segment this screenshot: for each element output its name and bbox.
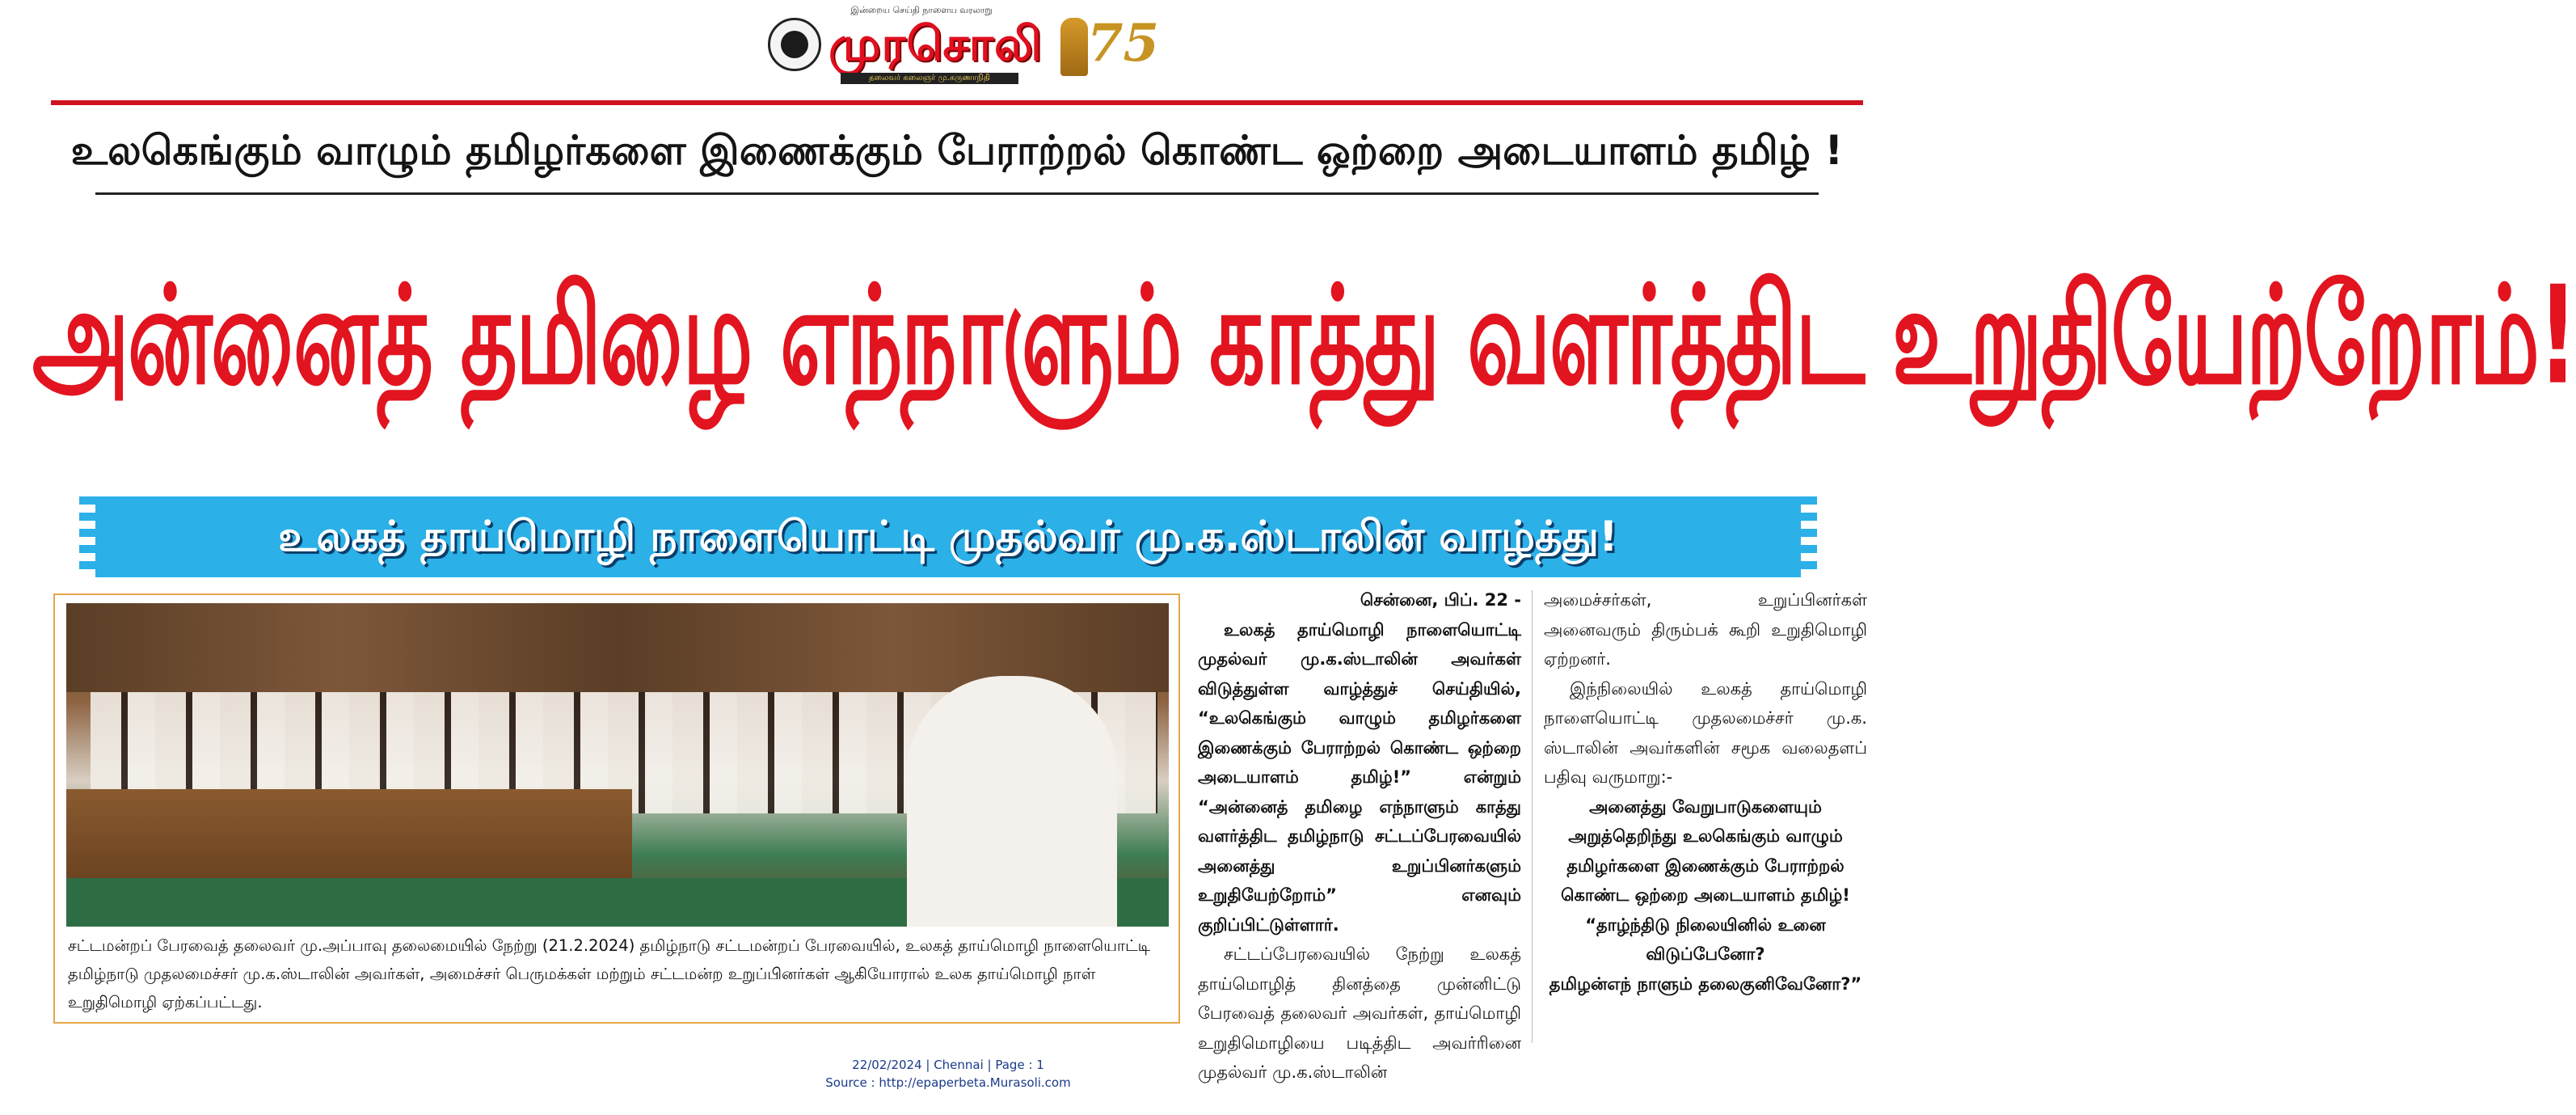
dateline: சென்னை, பிப். 22 - <box>1360 590 1521 610</box>
quote-line: “தாழ்ந்திடு நிலையினில் உனை விடுப்பேனோ? <box>1585 914 1826 964</box>
article-paragraph: சட்டப்பேரவையில் நேற்று உலகத் தாய்மொழித் தினத்தை முன்னிட்டு பேரவைத் தலைவர் அவர்கள், தாய்மொழி உறுதிமொழியை படித்திட அவர்ரினை முதல்வர் மு.க.ஸ்டாலின் <box>1198 944 1521 1082</box>
article-column-1 <box>1198 585 1521 1088</box>
leader-figure-icon <box>1060 18 1088 76</box>
logo-subtitle: தலைவர் கலைஞர் மு.கருணாநிதி <box>841 73 1018 84</box>
deck-banner <box>95 496 1801 577</box>
footer-source-line: Source : http://epaperbeta.Murasoli.com <box>825 1075 1071 1090</box>
main-headline: அன்னைத் தமிழை எந்நாளும் காத்து வளர்த்திட உறுதியேற்றோம்! <box>32 258 2576 416</box>
article-paragraph: இந்நிலையில் உலகத் தாய்மொழி நாளையொட்டி முதலமைச்சர் மு.க. ஸ்டாலின் அவர்களின் சமூக வலைதளப் பதிவு வருமாறு:- <box>1544 678 1867 787</box>
quote-line: தமிழன்எந் நாளும் தலைகுனிவேனோ?” <box>1549 974 1862 994</box>
seal-logo-icon <box>768 18 821 71</box>
article-column-2 <box>1544 585 1867 999</box>
page-footer <box>0 1056 1896 1092</box>
deck-headline: உலகத் தாய்மொழி நாளையொட்டி முதல்வர் மு.க.ஸ்டாலின் வாழ்த்து! <box>278 513 1618 561</box>
masthead-tagline: இன்றைய செய்தி நாளைய வரலாறு <box>850 5 993 15</box>
kicker-headline: உலகெங்கும் வாழும் தமிழர்களை இணைக்கும் பேராற்றல் கொண்ட ஒற்றை அடையாளம் தமிழ் ! <box>70 127 1844 174</box>
masthead <box>0 0 1896 89</box>
article-paragraph: உலகத் தாய்மொழி நாளையொட்டி முதல்வர் மு.க.ஸ்டாலின் அவர்கள் விடுத்துள்ள வாழ்த்துச் செய்தியில், “உலகெங்கும் வாழும் தமிழர்களை இணைக்கும் பேராற்றல் கொண்ட ஒற்றை அடையாளம் தமிழ்!” என்றும் “அன்னைத் தமிழை எந்நாளும் காத்து வளர்த்திட தமிழ்நாடு சட்டப்பேரவையில் அனைத்து உறுப்பினர்களும் உறுதியேற்றோம்” எனவும் குறிப்பிட்டுள்ளார். <box>1198 619 1521 935</box>
assembly-photo <box>66 603 1169 927</box>
footer-date-line: 22/02/2024 | Chennai | Page : 1 <box>852 1058 1044 1072</box>
masthead-rule <box>51 100 1863 105</box>
newspaper-logo: முரசொலி <box>828 16 1043 71</box>
anniversary-mark: 75 <box>1087 13 1160 74</box>
column-divider <box>1532 590 1533 1043</box>
photo-box <box>53 593 1180 1024</box>
photo-caption: சட்டமன்றப் பேரவைத் தலைவர் மு.அப்பாவு தலைமையில் நேற்று (21.2.2024) தமிழ்நாடு சட்டமன்றப் பேரவையில், உலகத் தாய்மொழி நாளையொட்டி தமிழ்நாடு முதலமைச்சர் மு.க.ஸ்டாலின் அவர்கள், அமைச்சர் பெருமக்கள் மற்றும் சட்டமன்ற உறுப்பினர்கள் ஆகியோரால் உலக தாய்மொழி நாள் உறுதிமொழி ஏற்கப்பட்டது. <box>68 936 1151 1012</box>
article-paragraph: அமைச்சர்கள், உறுப்பினர்கள் அனைவரும் திரும்பக் கூறி உறுதிமொழி ஏற்றனர். <box>1544 590 1867 669</box>
quote-paragraph: அனைத்து வேறுபாடுகளையும் அறுத்தெறிந்து உலகெங்கும் வாழும் தமிழர்களை இணைக்கும் பேராற்றல் கொண்ட ஒற்றை அடையாளம் தமிழ்! <box>1561 796 1850 905</box>
